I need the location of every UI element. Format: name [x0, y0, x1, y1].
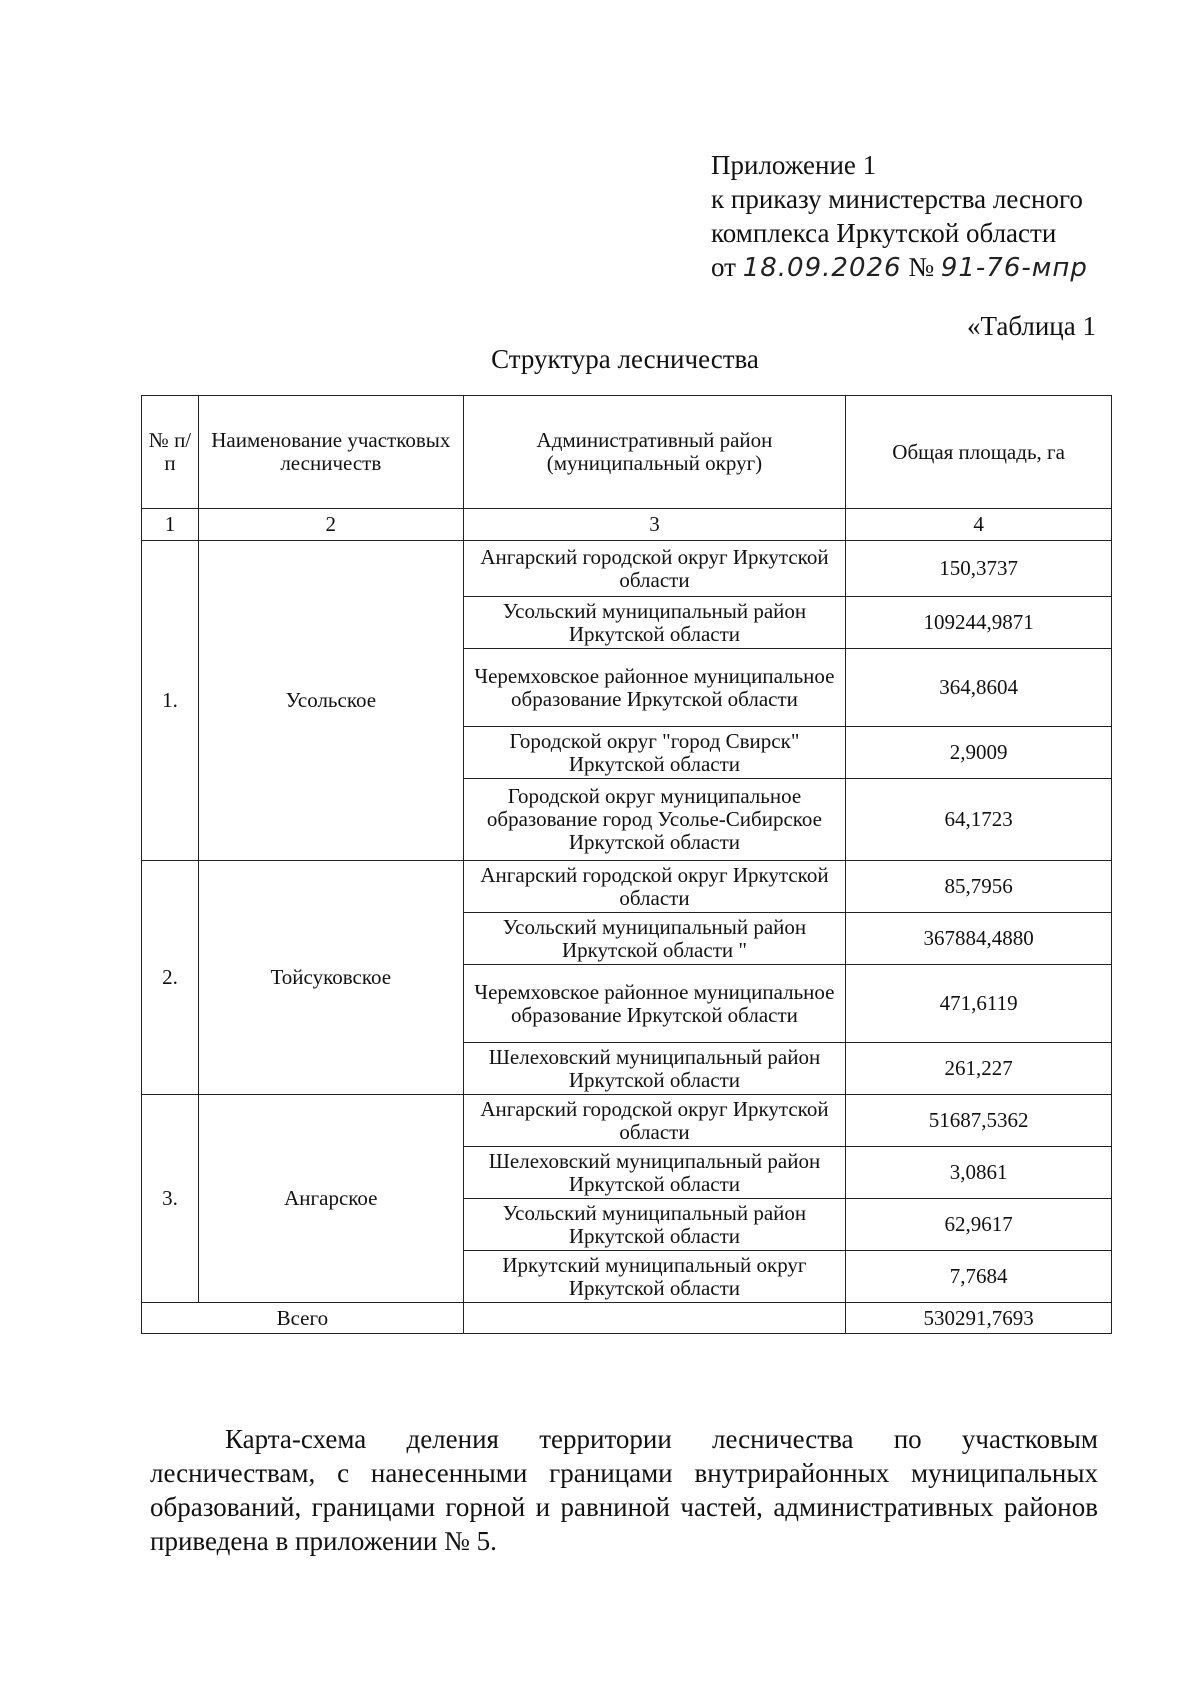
header-cell-number: № п/п — [142, 396, 199, 509]
district-cell: Ангарский городской округ Иркутской области — [463, 861, 846, 913]
total-row — [142, 1303, 1112, 1334]
district-cell: Черемховское районное муниципальное образование Иркутской области — [463, 965, 846, 1043]
header-cell-name: Наименование участковых лесничеств — [198, 396, 463, 509]
forestry-name-cell: Ангарское — [198, 1095, 463, 1303]
area-cell: 3,0861 — [846, 1147, 1112, 1199]
date-prefix: от — [711, 252, 736, 282]
total-label: Всего — [142, 1303, 464, 1334]
forestry-structure-table — [141, 395, 1112, 1334]
table-row — [142, 861, 1112, 913]
forestry-name-cell: Усольское — [198, 541, 463, 861]
appendix-header — [711, 148, 1088, 285]
group-number-cell: 2. — [142, 861, 199, 1095]
total-value: 530291,7693 — [846, 1303, 1112, 1334]
area-cell: 64,1723 — [846, 779, 1112, 861]
appendix-date-line — [711, 250, 1088, 285]
header-cell-district: Административный район (муниципальный округ) — [463, 396, 846, 509]
appendix-title: Приложение 1 — [711, 150, 877, 180]
table-label: «Таблица 1 — [967, 311, 1096, 341]
district-cell: Иркутский муниципальный округ Иркутской области — [463, 1251, 846, 1303]
district-cell: Усольский муниципальный район Иркутской области — [463, 1199, 846, 1251]
district-cell: Ангарский городской округ Иркутской области — [463, 541, 846, 597]
forestry-name-cell: Тойсуковское — [198, 861, 463, 1095]
area-cell: 85,7956 — [846, 861, 1112, 913]
district-cell: Усольский муниципальный район Иркутской области — [463, 597, 846, 649]
column-number-cell: 1 — [142, 509, 199, 541]
area-cell: 150,3737 — [846, 541, 1112, 597]
column-number-cell: 3 — [463, 509, 846, 541]
district-cell: Шелеховский муниципальный район Иркутской области — [463, 1043, 846, 1095]
column-number-row — [142, 509, 1112, 541]
column-number-cell: 4 — [846, 509, 1112, 541]
area-cell: 364,8604 — [846, 649, 1112, 727]
column-number-cell: 2 — [198, 509, 463, 541]
district-cell: Шелеховский муниципальный район Иркутской области — [463, 1147, 846, 1199]
handwritten-date: 18.09.2026 — [742, 253, 902, 283]
area-cell: 261,227 — [846, 1043, 1112, 1095]
table-row — [142, 541, 1112, 597]
area-cell: 367884,4880 — [846, 913, 1112, 965]
area-cell: 7,7684 — [846, 1251, 1112, 1303]
handwritten-number: 91-76-мпр — [940, 253, 1088, 283]
area-cell: 109244,9871 — [846, 597, 1112, 649]
district-cell: Черемховское районное муниципальное образование Иркутской области — [463, 649, 846, 727]
header-cell-area: Общая площадь, га — [846, 396, 1112, 509]
area-cell: 2,9009 — [846, 727, 1112, 779]
district-cell: Городской округ муниципальное образование город Усолье-Сибирское Иркутской области — [463, 779, 846, 861]
district-cell: Усольский муниципальный район Иркутской области " — [463, 913, 846, 965]
area-cell: 62,9617 — [846, 1199, 1112, 1251]
table-row — [142, 1095, 1112, 1147]
table-header-row — [142, 396, 1112, 509]
number-prefix: № — [908, 252, 935, 282]
area-cell: 51687,5362 — [846, 1095, 1112, 1147]
area-cell: 471,6119 — [846, 965, 1112, 1043]
district-cell: Ангарский городской округ Иркутской области — [463, 1095, 846, 1147]
district-cell: Городской округ "город Свирск" Иркутской области — [463, 727, 846, 779]
group-number-cell: 1. — [142, 541, 199, 861]
group-number-cell: 3. — [142, 1095, 199, 1303]
appendix-order-line: к приказу министерства лесного — [711, 184, 1083, 214]
table-title: Структура лесничества — [491, 344, 759, 374]
appendix-ministry-line: комплекса Иркутской области — [711, 218, 1057, 248]
map-scheme-paragraph: Карта-схема деления территории лесничества по участковым лесничествам, с нанесенными границами внутрирайонных муниципальных образований, границами горной и равниной частей, административных районов приведена в приложении № 5. — [150, 1424, 1098, 1556]
total-empty-cell — [463, 1303, 846, 1334]
